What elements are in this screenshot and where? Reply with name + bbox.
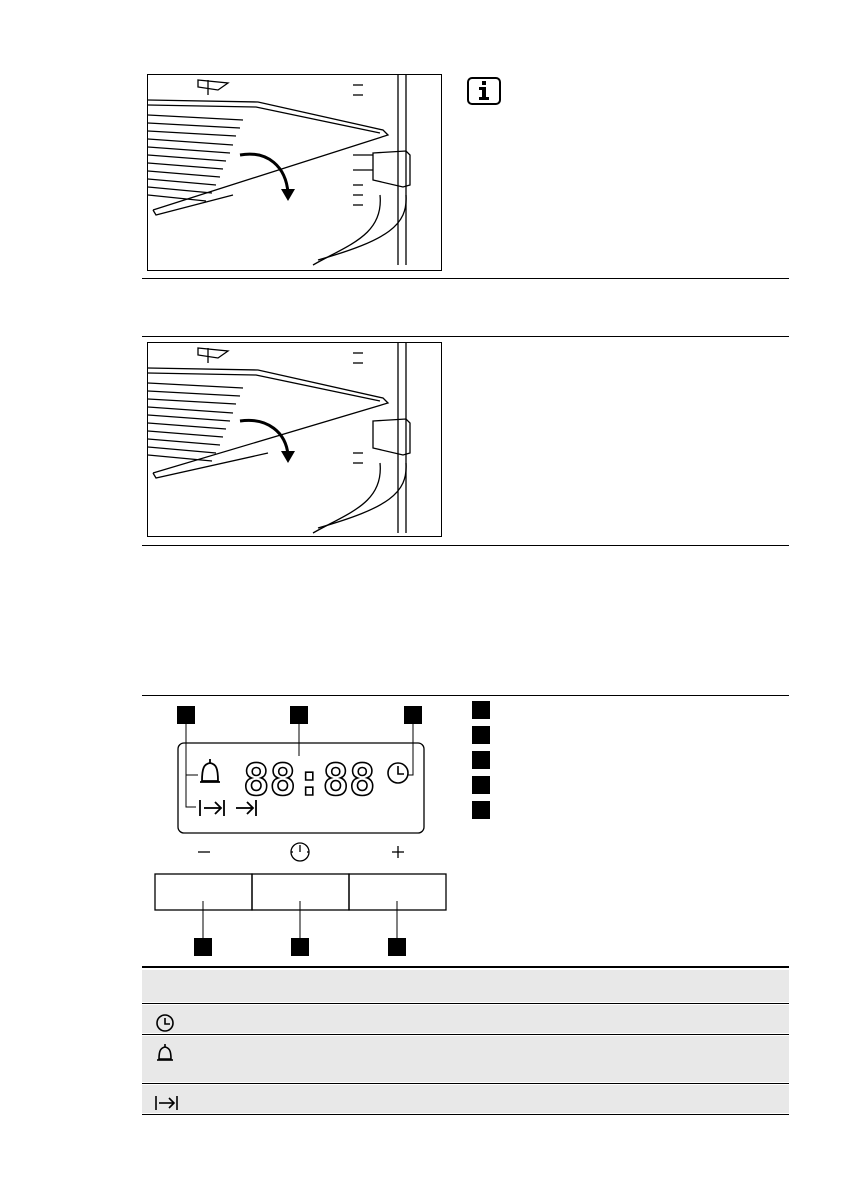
bell-icon — [200, 759, 220, 782]
callout-5 — [291, 938, 309, 956]
callout-1 — [177, 706, 195, 724]
control-panel-svg — [140, 698, 452, 958]
legend-marker — [472, 726, 490, 744]
legend-item — [472, 725, 498, 744]
section-divider — [142, 545, 789, 546]
legend-marker — [472, 751, 490, 769]
section-divider — [142, 278, 789, 279]
legend-item — [472, 775, 498, 794]
legend-marker — [472, 776, 490, 794]
clock-icon — [388, 763, 408, 783]
timer-dial-icon — [291, 843, 309, 861]
table-rule — [142, 1034, 789, 1035]
legend-item — [472, 800, 498, 819]
callout-2 — [290, 706, 308, 724]
callout-3 — [404, 706, 422, 724]
table-row — [142, 1005, 789, 1033]
oven-shelf-drawing — [148, 343, 441, 536]
duration-icon — [200, 800, 224, 816]
table-rule — [142, 1083, 789, 1084]
section-divider — [142, 695, 789, 696]
shelf-insert-illustration-2 — [147, 342, 442, 537]
shelf-insert-illustration-1 — [147, 74, 442, 271]
oven-shelf-drawing — [148, 75, 441, 270]
table-bottom-rule — [142, 1114, 789, 1115]
callout-4 — [194, 938, 212, 956]
info-icon — [467, 77, 501, 105]
control-panel-diagram — [140, 698, 452, 958]
callout-legend — [472, 700, 498, 825]
plus-icon — [392, 846, 404, 858]
table-row — [142, 1085, 789, 1113]
table-row — [142, 1036, 789, 1082]
info-glyph — [477, 81, 491, 101]
table-header-row — [142, 970, 789, 1002]
bell-icon — [154, 1043, 176, 1070]
legend-marker — [472, 801, 490, 819]
legend-item — [472, 750, 498, 769]
table-top-rule — [142, 966, 789, 968]
callout-6 — [388, 938, 406, 956]
legend-marker — [472, 701, 490, 719]
display-digits: 88:88 — [243, 755, 376, 806]
section-divider — [142, 336, 789, 337]
legend-item — [472, 700, 498, 719]
table-rule — [142, 1003, 789, 1004]
